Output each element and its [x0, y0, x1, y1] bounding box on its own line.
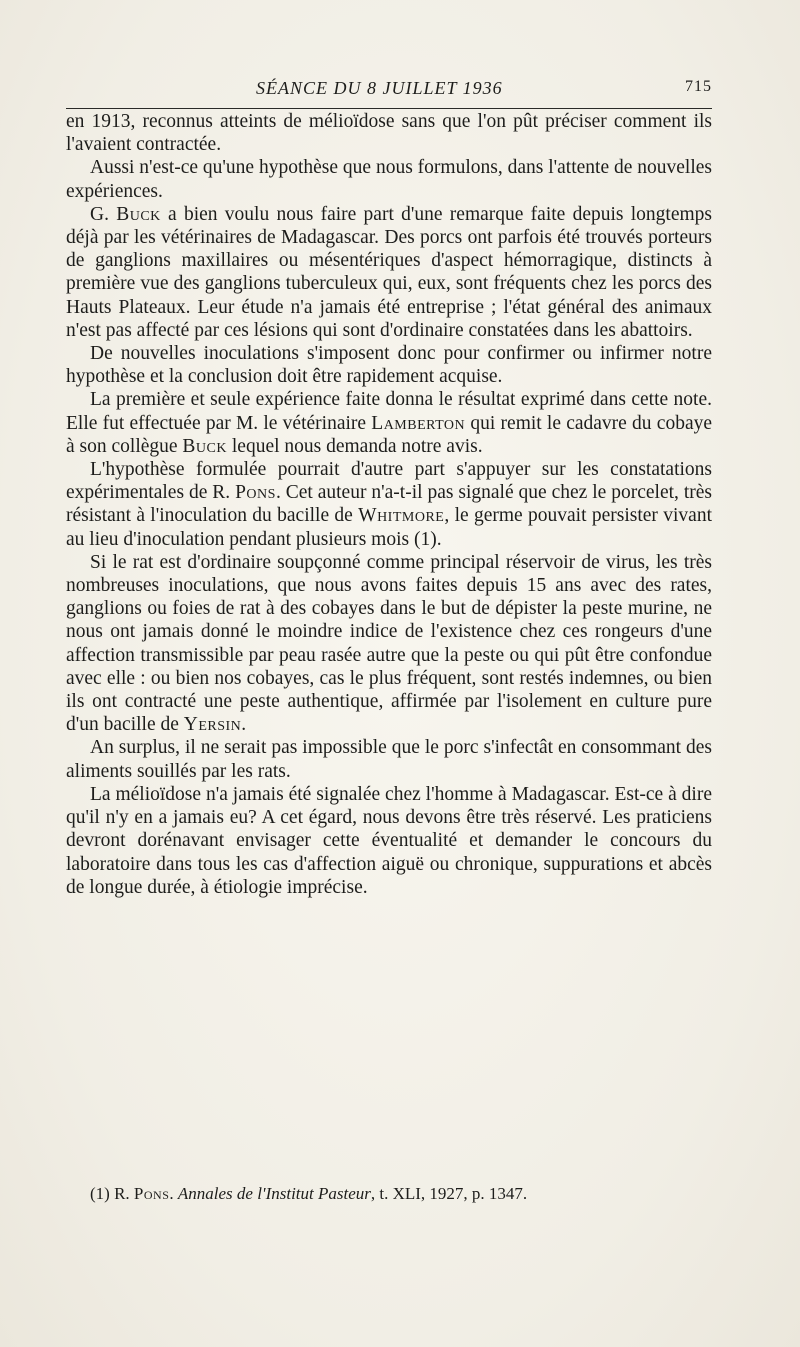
- author-name: Lamberton: [371, 412, 466, 434]
- paragraph: [66, 736, 712, 782]
- author-name: Pons: [235, 482, 276, 504]
- paragraph-text: , le germe pouvait persister vivant au lieu d'inoculation pendant plusieurs mois (1).: [66, 505, 712, 550]
- paragraph-text: a bien voulu nous faire part d'une remarque faite depuis longtemps déjà par les vétérinaires de Madagascar. Des porcs ont parfois été trouvés porteurs de ganglions maxillaires ou mésentériques d'aspect hémorragique, distincts à première vue des ganglions tuberculeux qui, eux, sont fréquents chez les porcs des Hauts Plateaux. Leur étude n'a jamais été entreprise ; l'état général des animaux n'est pas affecté par ces lésions qui sont d'ordinaire constatées dans les abattoirs.: [66, 203, 712, 341]
- paragraph: [66, 783, 712, 899]
- paragraph: [66, 342, 712, 388]
- author-name: Buck: [182, 435, 227, 457]
- paragraph-text: La première et seule expérience faite donna le résultat exprimé dans cette note. Elle fut effectuée par M. le vétérinaire: [66, 389, 712, 434]
- paragraph-text: . Cet auteur n'a-t-il pas signalé que chez le porcelet, très résistant à l'inoculation du bacille de: [66, 482, 712, 527]
- running-title: SÉANCE DU 8 JUILLET 1936: [256, 78, 503, 98]
- paragraph-text: .: [241, 714, 247, 736]
- author-name: Buck: [116, 203, 161, 225]
- body-text: [66, 110, 712, 899]
- author-name: Whitmore: [358, 505, 445, 527]
- paragraph-text: De nouvelles inoculations s'imposent donc pour confirmer ou infirmer notre hypothèse et la conclusion doit être rapidement acquise.: [66, 343, 712, 388]
- paragraph: [66, 110, 712, 156]
- paragraph-text: lequel nous demanda notre avis.: [227, 435, 483, 457]
- page-header: [66, 74, 712, 102]
- paragraph-text: L'hypothèse formulée pourrait d'autre part s'appuyer sur les constatations expérimentales de R.: [66, 459, 712, 504]
- paragraph-text: La mélioïdose n'a jamais été signalée chez l'homme à Madagascar. Est-ce à dire qu'il n'y en a jamais eu? A cet égard, nous devons être très réservé. Les praticiens devront dorénavant envisager cette éventualité et demander le concours du laboratoire dans tous les cas d'affection aiguë ou chronique, suppurations et abcès de longue durée, à étiologie imprécise.: [66, 783, 712, 898]
- paragraph: [66, 156, 712, 202]
- footnote-author: Pons: [133, 1184, 170, 1203]
- header-rule: [66, 108, 712, 109]
- paragraph-text: Aussi n'est-ce qu'une hypothèse que nous formulons, dans l'attente de nouvelles expériences.: [66, 157, 712, 202]
- paragraph-text: G.: [90, 203, 117, 225]
- paragraph-text: Si le rat est d'ordinaire soupçonné comme principal réservoir de virus, les très nombreuses inoculations, que nous avons faites depuis 15 ans avec des rates, ganglions ou foies de rat à des cobayes dans le but de dépister la peste murine, ne nous ont jamais donné le moindre indice de l'existence chez ces rongeurs d'une affection transmissible par peau rasée autre que la peste ou qui pût être confondue avec elle : ou bien nos cobayes, cas le plus fréquent, sont restés indemnes, ou bien ils ont contracté une peste authentique, affirmée par l'isolement en culture pure d'un bacille de: [66, 551, 712, 736]
- paragraph: [66, 551, 712, 737]
- paragraph-text: qui remit le cadavre du cobaye à son collègue: [66, 412, 712, 457]
- paragraph-text: An surplus, il ne serait pas impossible que le porc s'infectât en consommant des aliments souillés par les rats.: [66, 737, 712, 782]
- paragraph: [66, 203, 712, 342]
- author-name: Yersin: [183, 714, 242, 736]
- paragraph-text: en 1913, reconnus atteints de mélioïdose sans que l'on pût préciser comment ils l'avaient contractée.: [66, 111, 712, 156]
- footnote-separator: .: [169, 1184, 178, 1203]
- paragraph: [66, 458, 712, 551]
- page-number: 715: [685, 78, 712, 95]
- footnote-marker: (1) R.: [90, 1184, 134, 1203]
- footnote: [90, 1183, 710, 1205]
- footnote-reference: , t. XLI, 1927, p. 1347.: [370, 1184, 528, 1203]
- footnote-journal: Annales de l'Institut Pasteur: [177, 1184, 371, 1203]
- paragraph: [66, 388, 712, 458]
